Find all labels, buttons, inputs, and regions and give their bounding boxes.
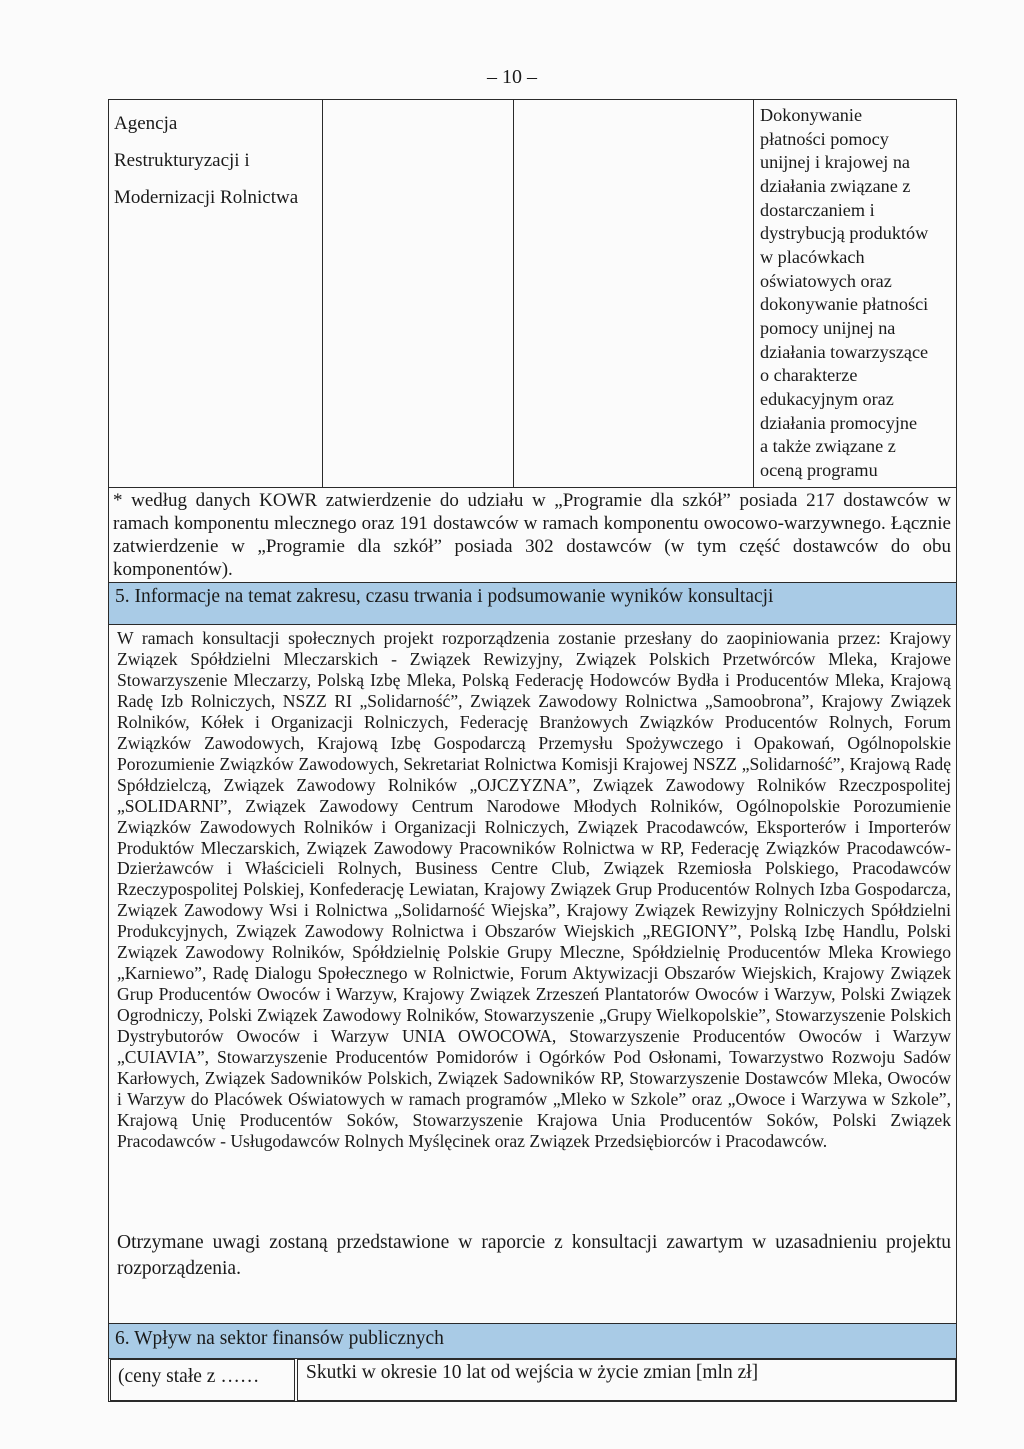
agency-line: Restrukturyzacji i xyxy=(114,150,250,171)
activity-line: unijnej i krajowej na xyxy=(760,152,911,173)
activity-line: edukacyjnym oraz xyxy=(760,388,894,409)
activity-line: pomocy unijnej na xyxy=(760,317,896,338)
activity-line: działania związane z xyxy=(760,175,911,196)
activity-line: w placówkach xyxy=(760,246,865,267)
effects-label: Skutki w okresie 10 lat od wejścia w życie zmian [mln zł] xyxy=(306,1362,759,1383)
section-6-heading-text: 6. Wpływ na sektor finansów publicznych xyxy=(115,1328,444,1349)
suppliers-footnote: * według danych KOWR zatwierdzenie do udziału w „Programie dla szkół” posiada 217 dostawców w ramach komponentu mlecznego oraz 191 dostawców w ramach komponentu owocowo-warzywnego. Łącznie zatwierdzenie w „Programie dla szkół” posiada 302 dostawców (w tym część dostawców do obu komponentów). xyxy=(113,490,951,580)
activity-line: dokonywanie płatności xyxy=(760,294,929,315)
agency-name-cell xyxy=(114,105,324,216)
agency-line: Agencja xyxy=(114,113,178,134)
activity-line: płatności pomocy xyxy=(760,128,889,149)
column-divider xyxy=(753,99,754,488)
activity-line: oceną programu xyxy=(760,459,878,480)
row-divider xyxy=(108,624,957,625)
consultation-text: W ramach konsultacji społecznych projekt rozporządzenia zostanie przesłany do zaopiniowania przez: Krajowy Związek Spółdzielni Mleczarskich - Związek Rewizyjny, Związek Polskich Przetwórców Mleka, Krajowe Stowarzyszenie Mleczarzy, Polską Izbę Mleka, Polską Federację Hodowców Bydła i Producentów Mleka, Krajową Radę Izb Rolniczych, NSZZ RI „Solidarność”, Związek Zawodowy Rolnictwa „Samoobrona”, Krajowy Związek Rolników, Kółek i Organizacji Rolniczych, Federację Branżowych Związków Producentów Rolnych, Forum Związków Zawodowych, Krajową Izbę Gospodarczą Przemysłu Spożywczego i Opakowań, Ogólnopolskie Porozumienie Związków Zawodowych, Sekretariat Rolnictwa Komisji Krajowej NSZZ „Solidarność”, Krajową Radę Spółdzielczą, Związek Zawodowy Rolników „OJCZYZNA”, Związek Zawodowy Rolników Rzeczpospolitej „SOLIDARNI”, Związek Zawodowy Centrum Narodowe Młodych Rolników, Ogólnopolskie Porozumienie Związków Zawodowych Rolników i Organizacji Rolniczych, Związek Pracodawców, Eksporterów i Importerów Produktów Mleczarskich, Związek Zawodowy Pracowników Rolnictwa w RP, Federację Związków Pracodawców-Dzierżawców i Właścicieli Rolnych, Business Centre Club, Związek Rzemiosła Polskiego, Pracodawców Rzeczypospolitej Polskiej, Konfederację Lewiatan, Krajowy Związek Grup Producentów Rolnych Izba Gospodarcza, Związek Zawodowy Wsi i Rolnictwa „Solidarność Wiejska”, Krajowy Związek Rewizyjny Rolniczych Spółdzielni Produkcyjnych, Związek Zawodowy Rolnictwa i Obszarów Wiejskich „REGIONY”, Polską Izbę Handlu, Polski Związek Zawodowy Rolników, Spółdzielnię Polskie Grupy Mleczne, Spółdzielnię Producentów Mleka Krowiego „Karniewo”, Radę Dialogu Społecznego w Rolnictwie, Forum Aktywizacji Obszarów Wiejskich, Krajowy Związek Grup Producentów Owoców i Warzyw, Krajowy Związek Zrzeszeń Plantatorów Owoców i Warzyw, Polski Związek Ogrodniczy, Polski Związek Zawodowy Rolników, Stowarzyszenie „Grupy Wielkopolskie”, Stowarzyszenie Polskich Dystrybutorów Owoców i Warzyw UNIA OWOCOWA, Stowarzyszenie Producentów Owoców i Warzyw „CUIAVIA”, Stowarzyszenie Producentów Pomidorów i Ogórków Pod Osłonami, Towarzystwo Rozwoju Sadów Karłowych, Związek Sadowników Polskich, Związek Sadowników RP, Stowarzyszenie Dostawców Mleka, Owoców i Warzyw do Placówek Oświatowych w ramach programów „Mleko w Szkole” oraz „Owoce i Warzywa w Szkole”, Krajową Unię Producentów Soków, Stowarzyszenie Krajowa Unia Producentów Soków, Polski Związek Pracodawców - Usługodawców Rolnych Myślęcinek oraz Związek Przedsiębiorców i Pracodawców. xyxy=(117,628,951,1151)
column-divider xyxy=(513,99,514,488)
activity-description-cell xyxy=(760,104,952,483)
activity-line: oświatowych oraz xyxy=(760,270,892,291)
section-6-heading xyxy=(109,1324,956,1358)
activity-line: dostarczaniem i xyxy=(760,199,875,220)
row-divider xyxy=(108,487,957,488)
activity-line: o charakterze xyxy=(760,365,858,386)
activity-line: Dokonywanie xyxy=(760,105,863,125)
prices-label: (ceny stałe z …… xyxy=(118,1366,260,1387)
section-5-heading xyxy=(109,583,956,624)
section-5-heading-text: 5. Informacje na temat zakresu, czasu trwania i podsumowanie wyników konsultacji xyxy=(115,586,774,607)
activity-line: a także związane z xyxy=(760,436,896,457)
page-number: – 10 – xyxy=(487,66,537,88)
agency-line: Modernizacji Rolnictwa xyxy=(114,187,299,208)
activity-line: działania towarzyszące xyxy=(760,341,929,362)
activity-line: działania promocyjne xyxy=(760,412,918,433)
activity-line: dystrybucją produktów xyxy=(760,223,929,244)
consultation-remarks: Otrzymane uwagi zostaną przedstawione w raporcie z konsultacji zawartym w uzasadnieniu projektu rozporządzenia. xyxy=(117,1232,951,1279)
